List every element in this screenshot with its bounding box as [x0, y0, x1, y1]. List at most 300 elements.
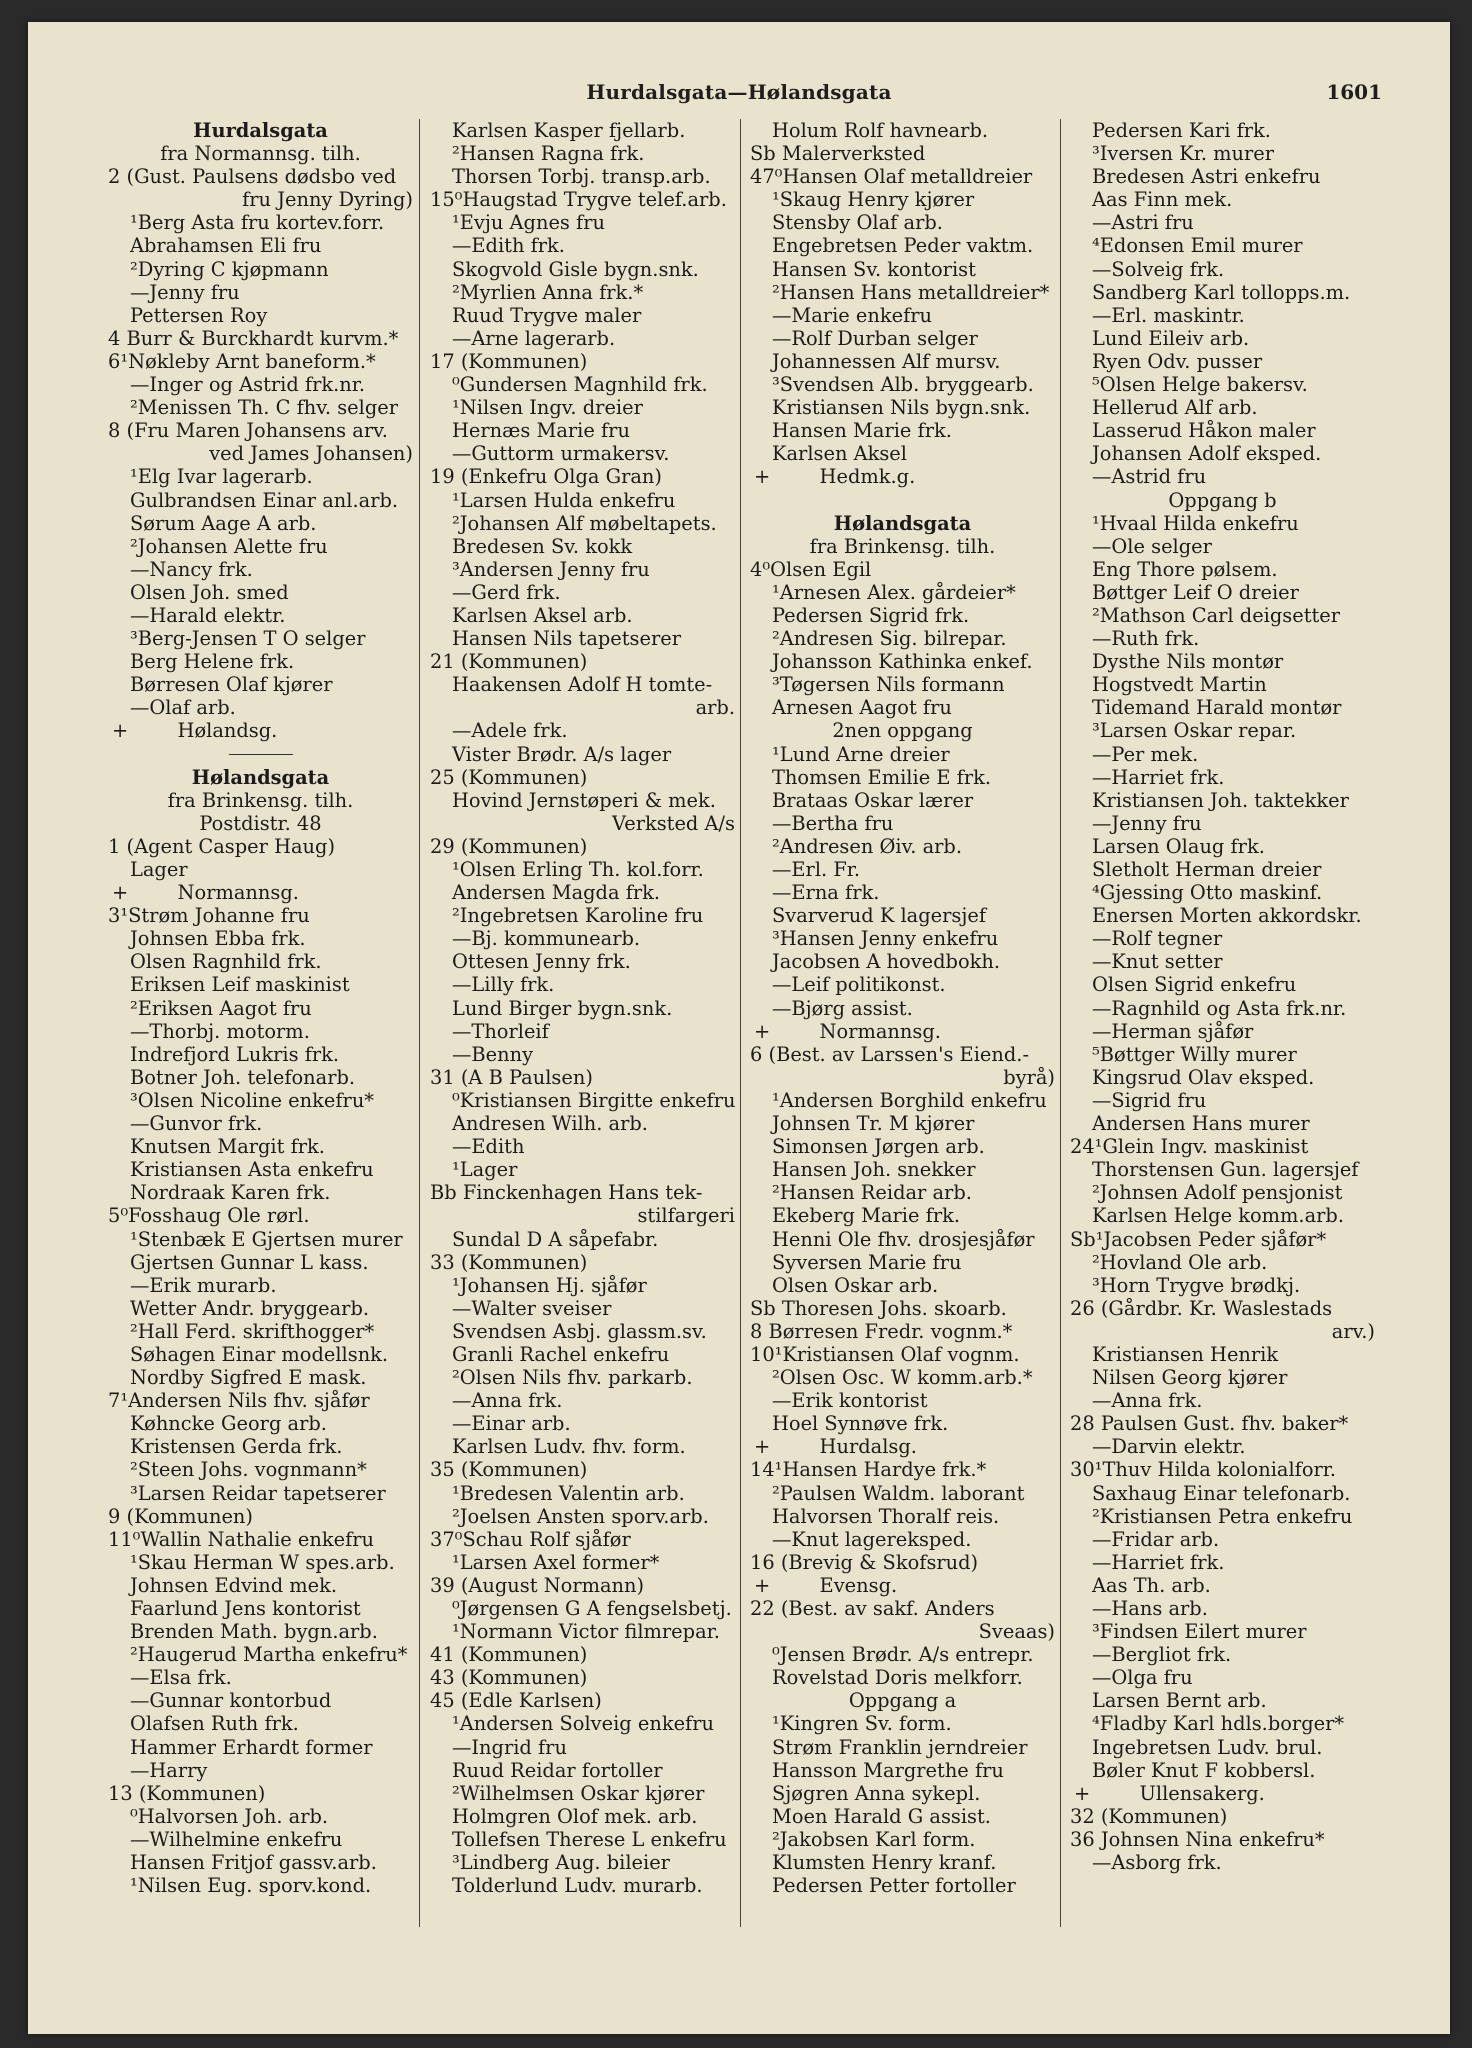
- page-number: 1601: [1326, 80, 1382, 104]
- house-entry: 16 (Brevig & Skofsrud): [750, 1550, 979, 1574]
- resident-entry: —Jenny fru: [130, 280, 240, 304]
- resident-entry: Johansen Adolf eksped.: [1092, 442, 1322, 466]
- resident-entry: Brataas Oskar lærer: [772, 788, 974, 812]
- house-entry: 3¹Strøm Johanne fru: [108, 904, 310, 928]
- resident-entry: —Darvin elektr.: [1092, 1435, 1246, 1459]
- house-entry: 47⁰Hansen Olaf metalldreier: [750, 165, 1033, 189]
- resident-entry: ³Hansen Jenny enkefru: [772, 927, 999, 951]
- resident-entry: ¹Andersen Solveig enkefru: [452, 1712, 714, 1736]
- resident-entry: Olsen Ragnhild frk.: [130, 950, 322, 974]
- resident-entry: Svendsen Asbj. glassm.sv.: [452, 1319, 707, 1343]
- resident-entry: Lund Birger bygn.snk.: [452, 996, 673, 1020]
- resident-entry: Rovelstad Doris melkforr.: [772, 1666, 1023, 1690]
- house-entry: 4⁰Olsen Egil: [750, 557, 872, 581]
- resident-entry: Olsen Joh. smed: [130, 580, 289, 604]
- resident-entry: —Einar arb.: [452, 1412, 571, 1436]
- resident-entry: ³Larsen Oskar repar.: [1092, 719, 1297, 743]
- house-entry: Bb Finckenhagen Hans tek-: [430, 1181, 703, 1205]
- resident-entry: ²Joelsen Ansten sporv.arb.: [452, 1504, 709, 1528]
- resident-entry: Ottesen Jenny frk.: [452, 950, 631, 974]
- cross-street: + Ullensakerg.: [1074, 1781, 1265, 1805]
- cross-street: + Normannsg.: [112, 881, 299, 905]
- house-entry: 19 (Enkefru Olga Gran): [430, 465, 662, 489]
- resident-entry: —Harald elektr.: [130, 603, 286, 627]
- resident-entry: —Erik kontorist: [772, 1389, 928, 1413]
- house-entry: 15⁰Haugstad Trygve telef.arb.: [430, 188, 727, 212]
- resident-entry: Hansson Margrethe fru: [772, 1758, 1004, 1782]
- resident-entry: Hammer Erhardt former: [130, 1735, 373, 1759]
- resident-entry: Pedersen Sigrid frk.: [772, 603, 970, 627]
- street-heading: Hurdalsgata: [193, 119, 328, 142]
- continuation-line: Verksted A/s: [612, 811, 735, 835]
- column-1: [108, 119, 413, 1897]
- resident-entry: ⁴Edonsen Emil murer: [1092, 234, 1303, 258]
- resident-entry: Saxhaug Einar telefonarb.: [1092, 1481, 1351, 1505]
- resident-entry: Andersen Magda frk.: [452, 881, 661, 905]
- resident-entry: ²Johansen Alf møbeltapets.: [452, 511, 717, 535]
- resident-entry: —Walter sveiser: [452, 1296, 612, 1320]
- house-entry: 25 (Kommunen): [430, 765, 588, 789]
- resident-entry: —Erna frk.: [772, 881, 880, 905]
- resident-entry: ¹Andersen Borghild enkefru: [772, 1088, 1047, 1112]
- resident-entry: —Gunvor frk.: [130, 1112, 263, 1136]
- resident-entry: —Lilly frk.: [452, 973, 555, 997]
- resident-entry: Indrefjord Lukris frk.: [130, 1042, 340, 1066]
- resident-entry: Kingsrud Olav eksped.: [1092, 1065, 1315, 1089]
- resident-entry: Hansen Nils tapetserer: [452, 627, 681, 651]
- house-entry: 4 Burr & Burckhardt kurvm.*: [108, 326, 399, 350]
- resident-entry: —Bj. kommunearb.: [452, 927, 641, 951]
- cross-street: + Hurdalsg.: [754, 1435, 917, 1459]
- house-entry: 5⁰Fosshaug Ole rørl.: [108, 1204, 310, 1228]
- resident-entry: ¹Nilsen Eug. sporv.kond.: [130, 1874, 372, 1898]
- continuation-line: fru Jenny Dyring): [242, 188, 413, 212]
- resident-entry: Hellerud Alf arb.: [1092, 396, 1258, 420]
- resident-entry: ¹Bredesen Valentin arb.: [452, 1481, 685, 1505]
- resident-entry: ²Dyring C kjøpmann: [130, 257, 329, 281]
- cross-street: + Hedmk.g.: [754, 465, 916, 489]
- resident-entry: —Harriet frk.: [1092, 765, 1225, 789]
- resident-entry: ²Hovland Ole arb.: [1092, 1250, 1268, 1274]
- resident-entry: Vister Brødr. A/s lager: [452, 742, 672, 766]
- resident-entry: Olsen Sigrid enkefru: [1092, 973, 1297, 997]
- resident-entry: —Astri fru: [1092, 211, 1194, 235]
- resident-entry: Hansen Sv. kontorist: [772, 257, 976, 281]
- resident-entry: Andersen Hans murer: [1092, 1112, 1310, 1136]
- resident-entry: ²Johansen Alette fru: [130, 534, 328, 558]
- resident-entry: ²Steen Johs. vognmann*: [130, 1458, 367, 1482]
- resident-entry: —Edith: [452, 1135, 525, 1159]
- resident-entry: —Astrid fru: [1092, 465, 1207, 489]
- resident-entry: Pettersen Roy: [130, 303, 268, 327]
- house-entry: 9 (Kommunen): [108, 1504, 253, 1528]
- resident-entry: —Harriet frk.: [1092, 1550, 1225, 1574]
- resident-entry: Kristiansen Asta enkefru: [130, 1158, 374, 1182]
- resident-entry: —Knut lagerekspеd.: [772, 1527, 972, 1551]
- resident-entry: Karlsen Ludv. fhv. form.: [452, 1435, 686, 1459]
- resident-entry: ¹Stenbæk E Gjertsen murer: [130, 1227, 403, 1251]
- resident-entry: Stensby Olaf arb.: [772, 211, 943, 235]
- resident-entry: —Guttorm urmakersv.: [452, 442, 670, 466]
- resident-entry: Hernæs Marie fru: [452, 419, 630, 443]
- resident-entry: —Ole selger: [1092, 534, 1212, 558]
- house-entry: 22 (Best. av sakf. Anders: [750, 1597, 995, 1620]
- resident-entry: Skogvold Gisle bygn.snk.: [452, 257, 699, 281]
- resident-entry: —Solveig frk.: [1092, 257, 1225, 281]
- continuation-line: ved James Johansen): [209, 442, 413, 466]
- resident-entry: ⁰Kristiansen Birgitte enkefru: [452, 1088, 736, 1112]
- centered-note: Postdistr. 48: [199, 811, 322, 835]
- resident-entry: Johnsen Edvind mek.: [130, 1573, 338, 1597]
- resident-entry: Johannessen Alf mursv.: [772, 349, 1001, 373]
- street-heading: Hølandsgata: [191, 765, 330, 789]
- resident-entry: ²Olsen Osc. W komm.arb.*: [772, 1366, 1033, 1390]
- resident-entry: ²Johnsen Adolf pensjonist: [1092, 1181, 1343, 1205]
- page-header: [28, 80, 1450, 110]
- house-entry: Sb Malerverksted: [750, 142, 926, 166]
- resident-entry: —Rolf tegner: [1092, 927, 1223, 951]
- resident-entry: —Benny: [452, 1042, 534, 1066]
- resident-entry: —Erl. Fr.: [772, 858, 861, 881]
- resident-entry: ²Hansen Reidar arb.: [772, 1181, 972, 1205]
- house-entry: 17 (Kommunen): [430, 349, 588, 373]
- resident-entry: ¹Olsen Erling Th. kol.forr.: [452, 858, 704, 881]
- resident-entry: ¹Evju Agnes fru: [452, 211, 605, 235]
- resident-entry: ²Andresen Øiv. arb.: [772, 834, 962, 858]
- resident-entry: ²Andresen Sig. bilrepar.: [772, 627, 1007, 651]
- resident-entry: Nordraak Karen frk.: [130, 1181, 331, 1205]
- house-entry: 21 (Kommunen): [430, 650, 588, 674]
- resident-entry: ²Haugerud Martha enkefru*: [130, 1643, 408, 1667]
- resident-entry: Ingebretsen Ludv. brul.: [1092, 1735, 1323, 1759]
- resident-entry: Arnesen Aagot fru: [772, 696, 952, 720]
- resident-entry: —Knut setter: [1092, 950, 1223, 974]
- resident-entry: Andresen Wilh. arb.: [452, 1112, 648, 1136]
- resident-entry: Nilsen Georg kjører: [1092, 1366, 1288, 1390]
- resident-entry: Bøttger Leif O dreier: [1092, 580, 1299, 604]
- resident-entry: —Anna frk.: [452, 1389, 563, 1413]
- resident-entry: Johnsen Tr. M kjører: [772, 1112, 975, 1136]
- house-entry: 32 (Kommunen): [1070, 1804, 1228, 1828]
- resident-entry: ³Andersen Jenny fru: [452, 557, 650, 581]
- resident-entry: Ruud Trygve maler: [452, 303, 642, 327]
- resident-entry: Kristiansen Joh. taktekker: [1092, 788, 1349, 812]
- resident-entry: —Rolf Durban selger: [772, 326, 978, 350]
- resident-entry: Gulbrandsen Einar anl.arb.: [130, 488, 399, 512]
- resident-entry: ¹Hvaal Hilda enkefru: [1092, 511, 1299, 535]
- resident-entry: ³Horn Trygve brødkj.: [1092, 1273, 1301, 1297]
- house-entry: 11⁰Wallin Nathalie enkefru: [108, 1527, 375, 1551]
- resident-entry: Wetter Andr. bryggearb.: [130, 1296, 370, 1320]
- section-rule: [108, 743, 413, 766]
- resident-entry: ²Hansen Ragna frk.: [452, 142, 645, 166]
- resident-entry: Køhncke Georg arb.: [130, 1412, 327, 1436]
- resident-entry: —Gerd frk.: [452, 580, 561, 604]
- resident-entry: ¹Larsen Axel former*: [452, 1550, 660, 1574]
- house-entry: 13 (Kommunen): [108, 1781, 266, 1805]
- resident-entry: Holum Rolf havnearb.: [772, 119, 989, 142]
- resident-entry: ⁰Jensen Brødr. A/s entrepr.: [772, 1643, 1034, 1667]
- resident-entry: —Sigrid fru: [1092, 1088, 1207, 1112]
- column-divider: [740, 119, 741, 1927]
- resident-entry: ²Ingebretsen Karoline fru: [452, 904, 704, 928]
- resident-entry: Ryen Odv. pusser: [1092, 349, 1263, 373]
- resident-entry: —Inger og Astrid frk.nr.: [130, 373, 366, 397]
- resident-entry: Dysthe Nils montør: [1092, 650, 1284, 674]
- resident-entry: ¹Larsen Hulda enkefru: [452, 488, 676, 512]
- house-entry: 28 Paulsen Gust. fhv. baker*: [1070, 1412, 1349, 1436]
- resident-entry: Moen Harald G assist.: [772, 1804, 991, 1828]
- house-entry: 33 (Kommunen): [430, 1250, 588, 1274]
- cross-street: + Normannsg.: [754, 1019, 941, 1043]
- centered-note: fra Normannsg. tilh.: [160, 142, 361, 166]
- resident-entry: Hogstvedt Martin: [1092, 673, 1267, 697]
- resident-entry: ¹Lager: [452, 1158, 518, 1182]
- resident-entry: Brenden Math. bygn.arb.: [130, 1620, 378, 1644]
- house-entry: 26 (Gårdbr. Kr. Waslestads: [1070, 1296, 1333, 1320]
- house-entry: Sb¹Jacobsen Peder sjåfør*: [1070, 1227, 1327, 1251]
- resident-entry: ³Larsen Reidar tapetserer: [130, 1481, 386, 1505]
- resident-entry: Sjøgren Anna sykepl.: [772, 1781, 981, 1805]
- resident-entry: —Thorleif: [452, 1019, 549, 1043]
- resident-entry: Lager: [130, 858, 188, 881]
- column-4: [1070, 119, 1375, 1874]
- resident-entry: —Erik murarb.: [130, 1273, 277, 1297]
- house-entry: 39 (August Normann): [430, 1573, 645, 1597]
- resident-entry: ¹Elg Ivar lagerarb.: [130, 465, 313, 489]
- resident-entry: ¹Normann Victor filmrepar.: [452, 1620, 720, 1644]
- resident-entry: Tolderlund Ludv. murarb.: [452, 1874, 703, 1898]
- resident-entry: ¹Nilsen Ingv. dreier: [452, 396, 643, 420]
- resident-entry: —Ragnhild og Asta frk.nr.: [1092, 996, 1347, 1020]
- resident-entry: Nordby Sigfred E mask.: [130, 1366, 367, 1390]
- resident-entry: Kristiansen Henrik: [1092, 1342, 1279, 1366]
- resident-entry: —Bergliot frk.: [1092, 1643, 1232, 1667]
- resident-entry: ²Kristiansen Petra enkefru: [1092, 1504, 1353, 1528]
- resident-entry: Kristensen Gerda frk.: [130, 1435, 343, 1459]
- resident-entry: —Bertha fru: [772, 811, 894, 835]
- house-entry: 24¹Glein Ingv. maskinist: [1070, 1135, 1309, 1159]
- resident-entry: Kristiansen Nils bygn.snk.: [772, 396, 1031, 420]
- house-entry: 43 (Kommunen): [430, 1666, 588, 1690]
- resident-entry: —Gunnar kontorbud: [130, 1689, 332, 1713]
- resident-entry: Johansson Kathinka enkef.: [772, 650, 1033, 674]
- resident-entry: —Bjørg assist.: [772, 996, 913, 1020]
- resident-entry: Knutsen Margit frk.: [130, 1135, 325, 1159]
- resident-entry: ³Svendsen Alb. bryggearb.: [772, 373, 1034, 397]
- cross-street: + Hølandsg.: [112, 719, 278, 743]
- resident-entry: Sundal D A såpefabr.: [452, 1227, 659, 1251]
- house-entry: 37⁰Schau Rolf sjåfør: [430, 1527, 631, 1551]
- house-entry: 1 (Agent Casper Haug): [108, 834, 336, 858]
- resident-entry: Tollefsen Therese L enkefru: [452, 1827, 727, 1851]
- resident-entry: Aas Th. arb.: [1092, 1573, 1211, 1597]
- house-entry: Sb Thoresen Johs. skoarb.: [750, 1296, 1007, 1320]
- column-3: [750, 119, 1055, 1897]
- resident-entry: Hansen Fritjof gassv.arb.: [130, 1851, 377, 1875]
- resident-entry: ³Findsen Eilert murer: [1092, 1620, 1307, 1644]
- resident-entry: Gjertsen Gunnar L kass.: [130, 1250, 369, 1274]
- resident-entry: Engebretsen Peder vaktm.: [772, 234, 1034, 258]
- resident-entry: ³Berg-Jensen T O selger: [130, 627, 366, 651]
- resident-entry: ⁰Jørgensen G A fengselsbetj.: [452, 1597, 732, 1620]
- resident-entry: —Hans arb.: [1092, 1597, 1208, 1620]
- resident-entry: ²Olsen Nils fhv. parkarb.: [452, 1366, 693, 1390]
- continuation-line: byrå): [1003, 1065, 1055, 1089]
- resident-entry: —Marie enkefru: [772, 303, 933, 327]
- resident-entry: Thorsen Torbj. transp.arb.: [452, 165, 711, 189]
- continuation-line: stilfargeri: [637, 1204, 735, 1228]
- resident-entry: Abrahamsen Eli fru: [130, 234, 322, 258]
- resident-entry: Berg Helene frk.: [130, 650, 295, 674]
- resident-entry: Botner Joh. telefonarb.: [130, 1065, 356, 1089]
- resident-entry: Sandberg Karl tollopps.m.: [1092, 280, 1351, 304]
- resident-entry: —Erl. maskintr.: [1092, 303, 1245, 327]
- resident-entry: —Jenny fru: [1092, 811, 1202, 835]
- resident-entry: Børresen Olaf kjører: [130, 673, 333, 697]
- page-title: Hurdalsgata—Hølandsgata: [586, 80, 892, 104]
- centered-note: fra Brinkensg. tilh.: [167, 788, 354, 812]
- resident-entry: Svarverud K lagersjef: [772, 904, 987, 928]
- resident-entry: ²Paulsen Waldm. laborant: [772, 1481, 1025, 1505]
- column-2: [430, 119, 735, 1897]
- resident-entry: ²Mathson Carl deigsetter: [1092, 603, 1341, 627]
- resident-entry: ⁵Olsen Helge bakersv.: [1092, 373, 1308, 397]
- resident-entry: —Ruth frk.: [1092, 627, 1200, 651]
- resident-entry: ²Hall Ferd. skrifthogger*: [130, 1319, 375, 1343]
- resident-entry: ²Myrlien Anna frk.*: [452, 280, 644, 304]
- resident-entry: Bøler Knut F kobbersl.: [1092, 1758, 1316, 1782]
- resident-entry: ¹Kingren Sv. form.: [772, 1712, 952, 1736]
- resident-entry: Larsen Olaug frk.: [1092, 834, 1265, 858]
- house-entry: 31 (A B Paulsen): [430, 1065, 593, 1089]
- continuation-line: arv.): [1331, 1319, 1375, 1343]
- column-divider: [1060, 119, 1061, 1927]
- house-entry: 29 (Kommunen): [430, 834, 588, 858]
- resident-entry: Hovind Jernstøperi & mek.: [452, 788, 716, 812]
- resident-entry: ⁵Bøttger Willy murer: [1092, 1042, 1297, 1066]
- resident-entry: ²Jakobsen Karl form.: [772, 1827, 976, 1851]
- house-entry: 30¹Thuv Hilda kolonialforr.: [1070, 1458, 1337, 1482]
- resident-entry: —Adele frk.: [452, 719, 568, 743]
- resident-entry: ¹Johansen Hj. sjåfør: [452, 1273, 647, 1297]
- resident-entry: Bredesen Astri enkefru: [1092, 165, 1321, 189]
- resident-entry: ⁰Halvorsen Joh. arb.: [130, 1804, 329, 1828]
- house-entry: 8 Børresen Fredr. vognm.*: [750, 1319, 1013, 1343]
- resident-entry: Strøm Franklin jerndreier: [772, 1735, 1028, 1759]
- resident-entry: Klumsten Henry kranf.: [772, 1851, 997, 1875]
- resident-entry: Karlsen Aksel arb.: [452, 603, 633, 627]
- house-entry: 6 (Best. av Larssen's Eiend.-: [750, 1042, 1030, 1066]
- resident-entry: ¹Arnesen Alex. gårdeier*: [772, 580, 1016, 604]
- column-divider: [419, 119, 420, 1927]
- resident-entry: Johnsen Ebba frk.: [130, 927, 306, 951]
- centered-note: Oppgang b: [1168, 488, 1277, 512]
- cross-street: + Evensg.: [754, 1573, 898, 1597]
- resident-entry: Ruud Reidar fortoller: [452, 1758, 663, 1782]
- resident-entry: —Nancy frk.: [130, 557, 253, 581]
- resident-entry: Eng Thore pølsem.: [1092, 557, 1278, 581]
- centered-note: 2nen oppgang: [832, 719, 973, 743]
- resident-entry: Enersen Morten akkordskr.: [1092, 904, 1362, 928]
- resident-entry: Lund Eileiv arb.: [1092, 326, 1250, 350]
- house-entry: 45 (Edle Karlsen): [430, 1689, 602, 1713]
- house-entry: 8 (Fru Maren Johansens arv.: [108, 419, 388, 443]
- resident-entry: ²Menissen Th. C fhv. selger: [130, 396, 399, 420]
- resident-entry: ³Tøgersen Nils formann: [772, 673, 1005, 697]
- resident-entry: ²Hansen Hans metalldreier*: [772, 280, 1050, 304]
- resident-entry: ³Iversen Kr. murer: [1092, 142, 1275, 166]
- resident-entry: Jacobsen A hovedbokh.: [772, 950, 1001, 974]
- resident-entry: —Fridar arb.: [1092, 1527, 1220, 1551]
- house-entry: 2 (Gust. Paulsens dødsbo ved: [108, 165, 397, 189]
- resident-entry: Henni Ole fhv. drosjesjåfør: [772, 1227, 1035, 1251]
- resident-entry: Thomsen Emilie E frk.: [772, 765, 992, 789]
- resident-entry: —Edith frk.: [452, 234, 565, 258]
- resident-entry: Søhagen Einar modellsnk.: [130, 1342, 389, 1366]
- resident-entry: —Thorbj. motorm.: [130, 1019, 310, 1043]
- resident-entry: ³Olsen Nicoline enkefru*: [130, 1088, 375, 1112]
- resident-entry: Aas Finn mek.: [1092, 188, 1233, 212]
- resident-entry: ¹Lund Arne dreier: [772, 742, 950, 766]
- resident-entry: Granli Rachel enkefru: [452, 1342, 670, 1366]
- resident-entry: Ekeberg Marie frk.: [772, 1204, 960, 1228]
- resident-entry: —Asborg frk.: [1092, 1851, 1222, 1875]
- resident-entry: Thorstensen Gun. lagersjef: [1092, 1158, 1359, 1182]
- resident-entry: ⁴Fladby Karl hdls.borger*: [1092, 1712, 1345, 1736]
- resident-entry: Karlsen Helge komm.arb.: [1092, 1204, 1345, 1228]
- resident-entry: Sørum Aage A arb.: [130, 511, 317, 535]
- resident-entry: Bredesen Sv. kokk: [452, 534, 633, 558]
- resident-entry: ¹Skau Herman W spes.arb.: [130, 1550, 395, 1574]
- house-entry: 41 (Kommunen): [430, 1643, 588, 1667]
- house-entry: 10¹Kristiansen Olaf vognm.: [750, 1342, 1020, 1366]
- house-entry: 6¹Nøkleby Arnt baneform.*: [108, 349, 376, 373]
- resident-entry: Lasserud Håkon maler: [1092, 419, 1316, 443]
- continuation-line: arb.: [695, 696, 735, 720]
- house-entry: 35 (Kommunen): [430, 1458, 588, 1482]
- resident-entry: Larsen Bernt arb.: [1092, 1689, 1267, 1713]
- resident-entry: ¹Skaug Henry kjører: [772, 188, 975, 212]
- resident-entry: —Wilhelmine enkefru: [130, 1827, 343, 1851]
- centered-note: Oppgang a: [848, 1689, 957, 1713]
- resident-entry: Faarlund Jens kontorist: [130, 1597, 361, 1620]
- resident-entry: Olsen Oskar arb.: [772, 1273, 939, 1297]
- resident-entry: —Anna frk.: [1092, 1389, 1203, 1413]
- resident-entry: Halvorsen Thoralf reis.: [772, 1504, 1000, 1528]
- resident-entry: Pedersen Kari frk.: [1092, 119, 1271, 142]
- directory-page: [28, 22, 1450, 2034]
- resident-entry: ³Lindberg Aug. bileier: [452, 1851, 670, 1875]
- house-entry: 36 Johnsen Nina enkefru*: [1070, 1827, 1325, 1851]
- resident-entry: —Elsa frk.: [130, 1666, 232, 1690]
- resident-entry: Hansen Marie frk.: [772, 419, 952, 443]
- resident-entry: ²Wilhelmsen Oskar kjører: [452, 1781, 705, 1805]
- resident-entry: ²Eriksen Aagot fru: [130, 996, 312, 1020]
- resident-entry: Karlsen Aksel: [772, 442, 907, 466]
- resident-entry: ⁰Gundersen Magnhild frk.: [452, 373, 708, 397]
- resident-entry: —Leif politikonst.: [772, 973, 946, 997]
- resident-entry: —Harry: [130, 1758, 208, 1782]
- street-heading: Hølandsgata: [833, 511, 972, 535]
- resident-entry: Tidemand Harald montør: [1092, 696, 1342, 720]
- resident-entry: Holmgren Olof mek. arb.: [452, 1804, 698, 1828]
- resident-entry: —Per mek.: [1092, 742, 1199, 766]
- centered-note: fra Brinkensg. tilh.: [809, 534, 996, 558]
- resident-entry: Hoel Synnøve frk.: [772, 1412, 949, 1436]
- resident-entry: Pedersen Petter fortoller: [772, 1874, 1016, 1898]
- resident-entry: —Ingrid fru: [452, 1735, 567, 1759]
